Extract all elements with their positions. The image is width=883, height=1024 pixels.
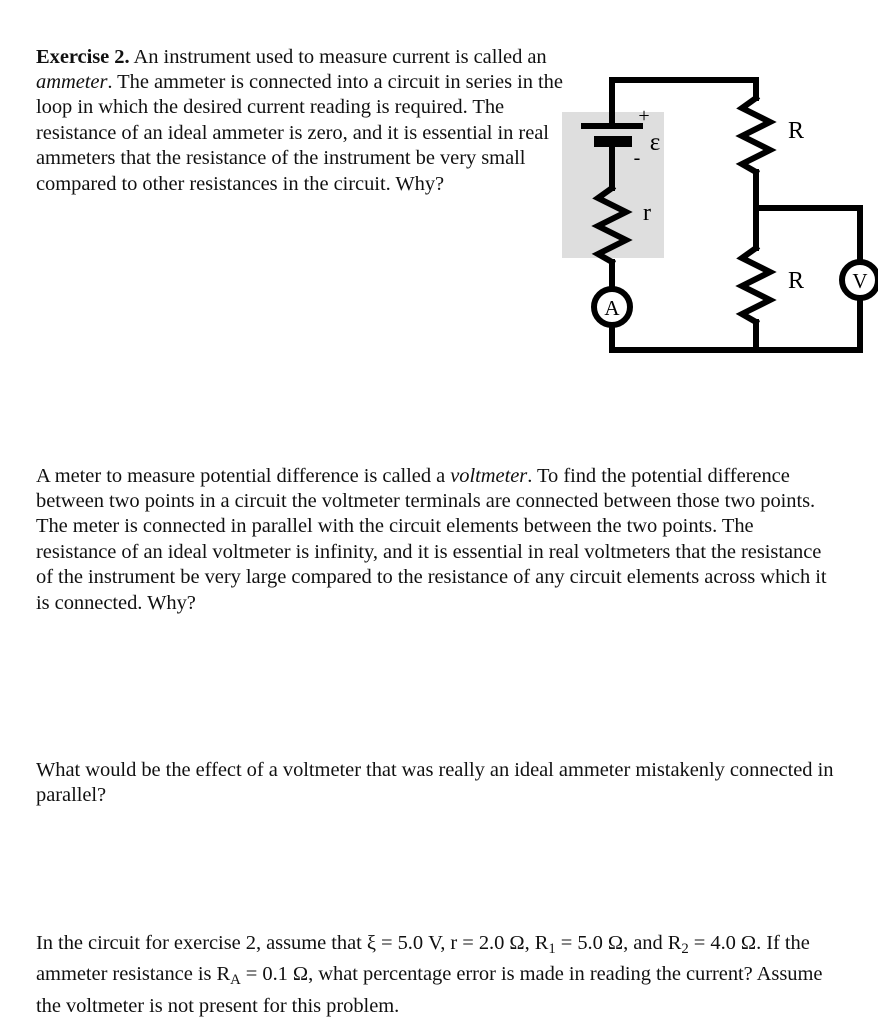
values-sub-2: 2	[681, 940, 689, 957]
volt-text-1: A meter to measure potential difference is called a	[36, 464, 451, 487]
intro-text-1: An instrument used to measure current is called an	[129, 45, 547, 68]
resistor-bottom-label: R	[787, 268, 805, 294]
resistor-top-R-zigzag	[742, 98, 770, 172]
volt-text-2: . To find the potential difference between two points in a circuit the voltmeter terminals are connected between those two points. The meter is connected in parallel with the circuit elements between the two points. The resistance of an ideal voltmeter is infinity, and it is essential in real voltmeters that the resistance of the instrument be very large compared to the resistance of any circuit elements across which it is connected. Why?	[36, 464, 827, 614]
emf-label: ε	[649, 129, 661, 156]
paragraph-effect-question: What would be the effect of a voltmeter that was really an ideal ammeter mistakenly connected in parallel?	[36, 758, 834, 806]
battery-minus-label: -	[633, 147, 641, 169]
values-sub-3: A	[230, 972, 241, 989]
resistor-top-label: R	[787, 118, 805, 144]
values-text-3: = 4.0 Ω. If the ammeter resistance is R	[36, 931, 810, 986]
intro-italic-ammeter: ammeter	[36, 70, 108, 93]
internal-resistance-label: r	[643, 200, 651, 226]
intro-text-2: . The ammeter is connected into a circuit in series in the loop in which the desired current reading is required. The resistance of an ideal ammeter is zero, and it is essential in real ammeters that the resistance of the instrument be very small compared to other resistances in the circuit. Why?	[36, 70, 563, 195]
paragraph-exercise-2	[36, 45, 581, 197]
voltmeter-label: V	[852, 269, 868, 293]
paragraph-voltmeter	[36, 464, 836, 616]
resistor-bottom-R-zigzag	[742, 248, 770, 322]
values-sub-1: 1	[548, 940, 556, 957]
circuit-diagram	[548, 60, 878, 370]
battery-plus-label: +	[638, 105, 650, 127]
exercise-label: Exercise 2.	[36, 45, 130, 68]
paragraph-numeric-problem	[36, 931, 848, 1019]
ammeter-label: A	[604, 296, 620, 320]
values-text-2: = 5.0 Ω, and R	[555, 931, 682, 954]
values-text-1: In the circuit for exercise 2, assume that ξ = 5.0 V, r = 2.0 Ω, R	[36, 931, 549, 954]
volt-italic-voltmeter: voltmeter	[450, 464, 528, 487]
values-text-4: = 0.1 Ω, what percentage error is made in reading the current? Assume the voltmeter is not present for this problem.	[36, 963, 823, 1017]
